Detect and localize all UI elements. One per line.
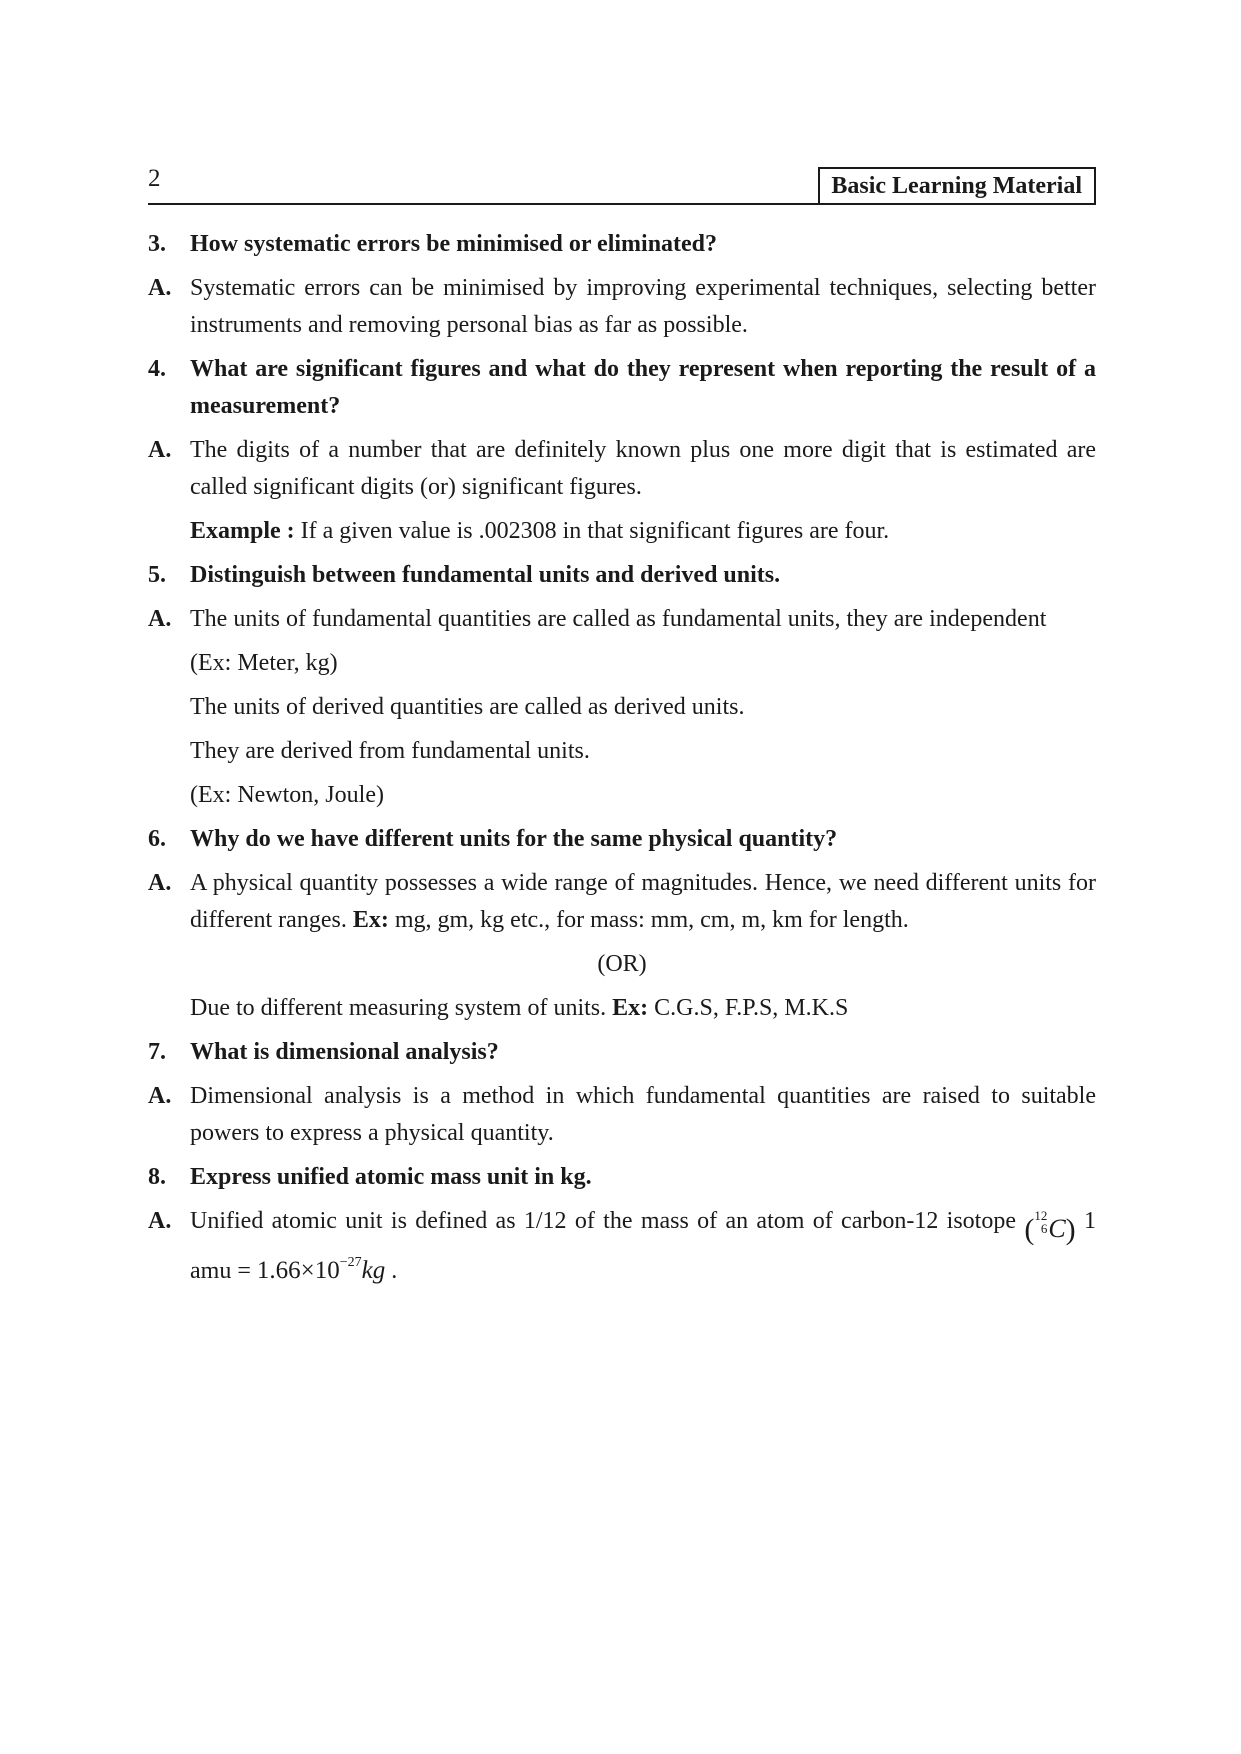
or-divider: (OR) <box>597 951 647 977</box>
alt-text-cont: C.G.S, F.P.S, M.K.S <box>654 995 849 1021</box>
alt-text: Due to different measuring system of units. <box>190 995 607 1021</box>
question-8 <box>148 1159 1096 1196</box>
amu-text: 1 amu = <box>190 1208 1096 1284</box>
question-text: Distinguish between fundamental units and derived units. <box>190 562 781 588</box>
question-number: 7. <box>148 1039 166 1065</box>
amu-value: 1.66×10 <box>256 1257 340 1284</box>
question-6 <box>148 821 1096 858</box>
question-3 <box>148 226 1096 263</box>
amu-exponent: −27 <box>339 1255 362 1270</box>
question-number: 6. <box>148 826 166 852</box>
answer-line: (Ex: Newton, Joule) <box>190 782 384 808</box>
question-4 <box>148 351 1096 425</box>
answer-text: The units of fundamental quantities are called as fundamental units, they are independent <box>190 606 1047 632</box>
answer-text: A physical quantity possesses a wide range of magnitudes. Hence, we need different units for different ranges. <box>190 870 1096 933</box>
element-symbol: C <box>1048 1214 1066 1243</box>
alternate-answer <box>148 990 1096 1027</box>
question-5 <box>148 557 1096 594</box>
question-number: 4. <box>148 356 166 382</box>
ex-label: Ex: <box>352 907 389 933</box>
answer-line: (Ex: Meter, kg) <box>190 650 338 676</box>
open-paren: ( <box>1024 1213 1035 1246</box>
answer-5 <box>148 601 1096 638</box>
end-period: . <box>391 1258 398 1284</box>
answer-text-cont: mg, gm, kg etc., for mass: mm, cm, m, km for length. <box>394 907 909 933</box>
answer-line: They are derived from fundamental units. <box>190 738 590 764</box>
page-header <box>148 163 1096 205</box>
atomic-number: 6 <box>1040 1221 1048 1236</box>
answer-text: Unified atomic unit is defined as 1/12 of the mass of an atom of carbon-12 isotope <box>190 1208 1016 1234</box>
header-title: Basic Learning Material <box>818 167 1096 204</box>
question-text: What are significant figures and what do they represent when reporting the result of a measurement? <box>190 356 1096 419</box>
page-number: 2 <box>148 165 161 192</box>
question-number: 8. <box>148 1164 166 1190</box>
answer-label: A. <box>148 1083 172 1109</box>
answer-text: Dimensional analysis is a method in which fundamental quantities are raised to suitable powers to express a physical quantity. <box>190 1083 1096 1146</box>
isotope-numbers <box>1034 1209 1047 1235</box>
amu-unit: kg <box>361 1257 386 1284</box>
question-number: 5. <box>148 562 166 588</box>
answer-label: A. <box>148 606 172 632</box>
question-text: How systematic errors be minimised or eliminated? <box>190 231 718 257</box>
answer-6 <box>148 865 1096 939</box>
question-text: What is dimensional analysis? <box>190 1039 499 1065</box>
qa-content <box>148 226 1096 1297</box>
question-number: 3. <box>148 231 166 257</box>
answer-text: The digits of a number that are definitely known plus one more digit that is estimated are called significant digits (or) significant figures. <box>190 437 1096 500</box>
answer-line: The units of derived quantities are called as derived units. <box>190 694 745 720</box>
example-label: Example : <box>190 518 295 544</box>
alt-ex-label: Ex: <box>612 995 649 1021</box>
answer-label: A. <box>148 1208 172 1234</box>
answer-label: A. <box>148 437 172 463</box>
isotope-notation <box>1024 1209 1075 1244</box>
example-text: If a given value is .002308 in that significant figures are four. <box>300 518 890 544</box>
answer-text: Systematic errors can be minimised by improving experimental techniques, selecting better instruments and removing personal bias as far as possible. <box>190 275 1096 338</box>
question-7 <box>148 1034 1096 1071</box>
answer-4 <box>148 432 1096 506</box>
answer-8 <box>148 1203 1096 1290</box>
question-text: Express unified atomic mass unit in kg. <box>190 1164 592 1190</box>
mass-number: 12 <box>1034 1208 1048 1223</box>
question-text: Why do we have different units for the same physical quantity? <box>190 826 838 852</box>
close-paren: ) <box>1065 1213 1076 1246</box>
answer-7 <box>148 1078 1096 1152</box>
answer-3 <box>148 270 1096 344</box>
answer-label: A. <box>148 275 172 301</box>
example-line <box>148 513 1096 550</box>
answer-label: A. <box>148 870 172 896</box>
